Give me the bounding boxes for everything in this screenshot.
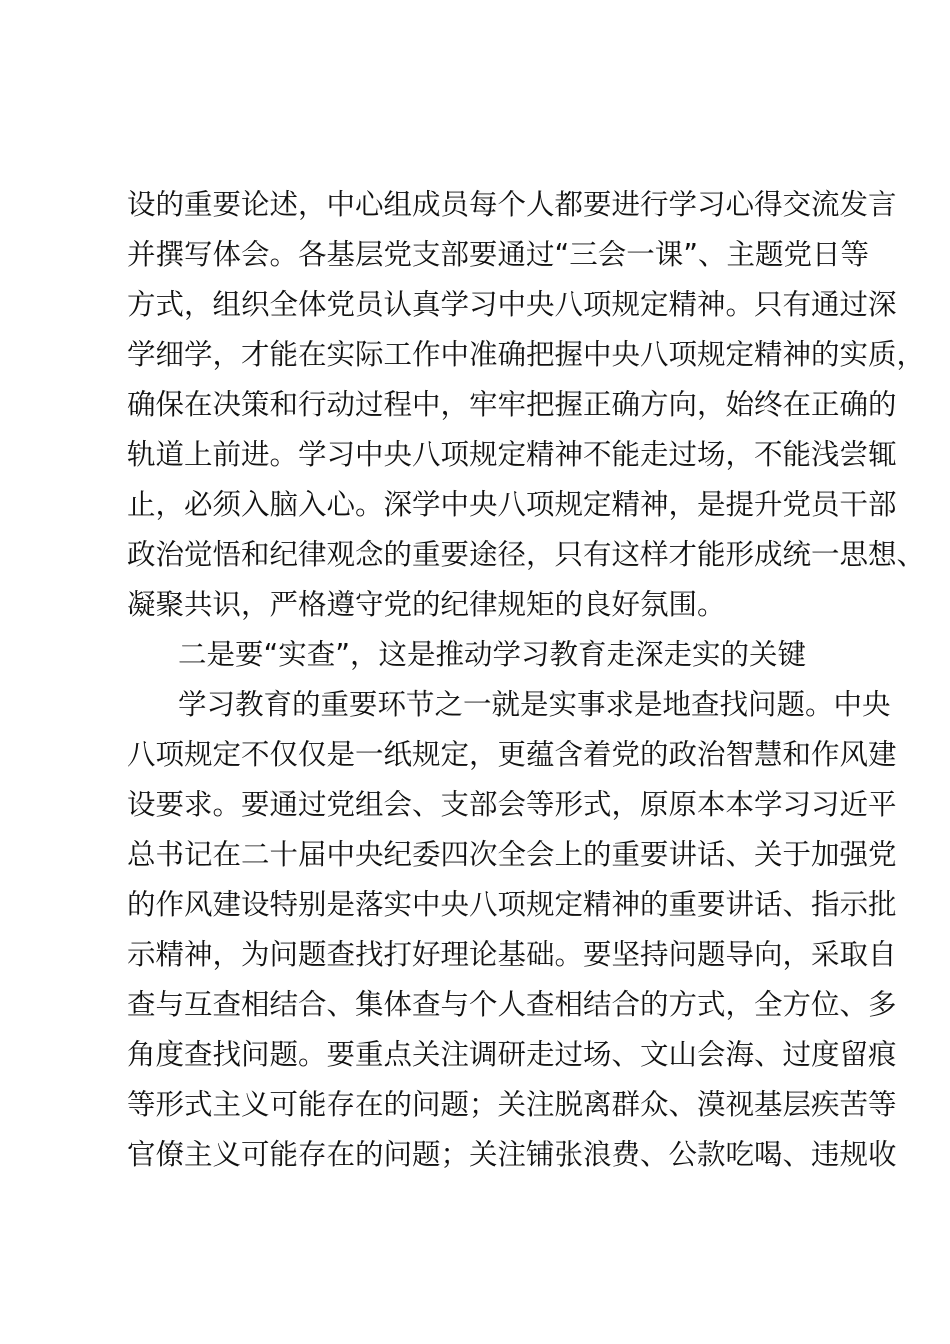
text-line: 确保在决策和行动过程中，牢牢把握正确方向，始终在正确的 bbox=[127, 388, 897, 421]
paragraph-study-continuation bbox=[127, 180, 926, 630]
text-line: 总书记在二十届中央纪委四次全会上的重要讲话、关于加强党 bbox=[127, 838, 897, 871]
heading-line: 二是要“实查”，这是推动学习教育走深走实的关键 bbox=[178, 638, 807, 671]
text-line: 学习教育的重要环节之一就是实事求是地查找问题。中央 bbox=[178, 688, 891, 721]
text-line: 设的重要论述，中心组成员每个人都要进行学习心得交流发言 bbox=[127, 188, 897, 221]
paragraph-find-problems bbox=[127, 680, 897, 1180]
text-line: 查与互查相结合、集体查与个人查相结合的方式，全方位、多 bbox=[127, 988, 897, 1021]
text-line: 示精神，为问题查找打好理论基础。要坚持问题导向，采取自 bbox=[127, 938, 897, 971]
text-line: 的作风建设特别是落实中央八项规定精神的重要讲话、指示批 bbox=[127, 888, 897, 921]
text-line: 方式，组织全体党员认真学习中央八项规定精神。只有通过深 bbox=[127, 288, 897, 321]
section-heading-shicha bbox=[127, 630, 867, 680]
text-line: 角度查找问题。要重点关注调研走过场、文山会海、过度留痕 bbox=[127, 1038, 897, 1071]
text-line: 学细学，才能在实际工作中准确把握中央八项规定精神的实质， bbox=[127, 338, 926, 371]
text-line: 等形式主义可能存在的问题；关注脱离群众、漠视基层疾苦等 bbox=[127, 1088, 897, 1121]
text-line: 止，必须入脑入心。深学中央八项规定精神，是提升党员干部 bbox=[127, 488, 897, 521]
document-body bbox=[127, 180, 926, 1180]
text-line: 官僚主义可能存在的问题；关注铺张浪费、公款吃喝、违规收 bbox=[127, 1138, 897, 1171]
text-line: 轨道上前进。学习中央八项规定精神不能走过场，不能浅尝辄 bbox=[127, 438, 897, 471]
text-line: 政治觉悟和纪律观念的重要途径，只有这样才能形成统一思想、 bbox=[127, 538, 926, 571]
text-line: 设要求。要通过党组会、支部会等形式，原原本本学习习近平 bbox=[127, 788, 897, 821]
text-line: 并撰写体会。各基层党支部要通过“三会一课”、主题党日等 bbox=[127, 238, 870, 271]
text-line: 凝聚共识，严格遵守党的纪律规矩的良好氛围。 bbox=[127, 588, 726, 621]
text-line: 八项规定不仅仅是一纸规定，更蕴含着党的政治智慧和作风建 bbox=[127, 738, 897, 771]
